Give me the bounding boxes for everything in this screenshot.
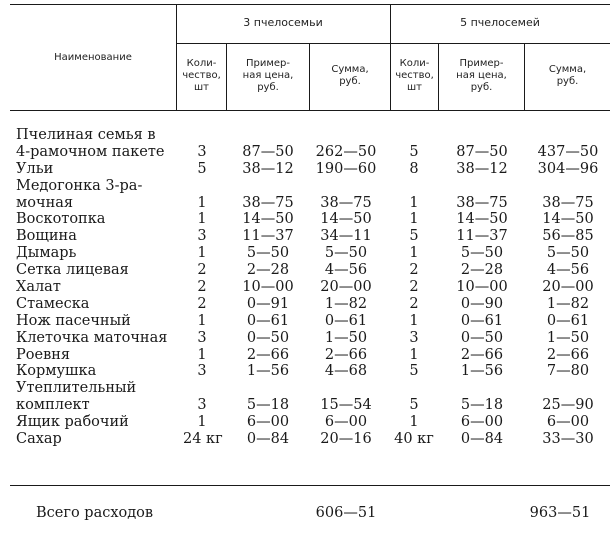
top-rule <box>10 4 610 5</box>
qty-3: 3 <box>197 363 207 380</box>
sum-3: 0—61 <box>324 312 368 329</box>
header-qty-line: чество, <box>395 70 434 81</box>
price-5: 87—50 <box>456 143 508 160</box>
header-qty-line: шт <box>407 82 422 93</box>
price-3: 10—00 <box>242 279 294 296</box>
price-3: 2—66 <box>246 346 290 363</box>
sum-5: 1—50 <box>546 329 590 346</box>
header-price-line: руб. <box>470 82 493 93</box>
price-3: 5—50 <box>246 245 290 262</box>
total-sum-5: 963—51 <box>529 505 591 521</box>
qty-3: 1 <box>197 414 207 431</box>
qty-3: 2 <box>197 295 207 312</box>
sum-5: 4—56 <box>546 262 590 279</box>
price-3: 0—91 <box>246 295 290 312</box>
item-name: Вощина <box>16 228 77 245</box>
header-qty-2 <box>391 58 438 94</box>
total-sum-3: 606—51 <box>315 505 377 521</box>
qty-5: 5 <box>409 228 419 245</box>
table-row <box>0 397 615 414</box>
qty-3: 1 <box>197 211 207 228</box>
price-3: 0—50 <box>246 329 290 346</box>
header-price-2 <box>439 58 524 94</box>
item-name: мочная <box>16 194 74 211</box>
sum-3: 262—50 <box>315 143 377 160</box>
sum-5: 2—66 <box>546 346 590 363</box>
table-row <box>0 262 615 279</box>
sum-5: 1—82 <box>546 295 590 312</box>
table-row <box>0 127 615 144</box>
item-name: комплект <box>16 397 90 414</box>
sum-5: 38—75 <box>542 194 594 211</box>
header-sum-2 <box>525 64 610 88</box>
qty-3: 1 <box>197 312 207 329</box>
item-name: Утеплительный <box>16 380 137 397</box>
qty-3: 24 кг <box>183 431 223 448</box>
price-5: 2—66 <box>460 346 504 363</box>
sum-3: 38—75 <box>320 194 372 211</box>
item-name: Пчелиная семья в <box>16 127 156 143</box>
price-3: 11—37 <box>242 228 294 245</box>
sum-3: 6—00 <box>324 414 368 431</box>
qty-5: 1 <box>409 414 419 431</box>
table-row <box>0 279 615 296</box>
header-price-line: ная цена, <box>456 70 507 81</box>
item-name: Сетка лицевая <box>16 262 129 279</box>
header-qty-line: чество, <box>182 70 221 81</box>
table-row <box>0 245 615 262</box>
item-name: Сахар <box>16 431 62 448</box>
qty-3: 3 <box>197 143 207 160</box>
header-sum-1 <box>310 64 390 88</box>
sum-3: 4—56 <box>324 262 368 279</box>
price-5: 2—28 <box>460 262 504 279</box>
sum-5: 14—50 <box>542 211 594 228</box>
item-name: Нож пасечный <box>16 312 131 329</box>
sum-3: 1—50 <box>324 329 368 346</box>
qty-5: 1 <box>409 312 419 329</box>
qty-3: 3 <box>197 329 207 346</box>
header-name: Наименование <box>54 52 132 63</box>
item-name: Ульи <box>16 160 54 177</box>
item-name: Роевня <box>16 346 71 363</box>
sum-5: 6—00 <box>546 414 590 431</box>
price-5: 0—50 <box>460 329 504 346</box>
price-3: 38—12 <box>242 160 294 177</box>
header-sum-line: руб. <box>556 76 579 87</box>
table-row <box>0 178 615 195</box>
price-5: 1—56 <box>460 363 504 380</box>
price-5: 0—61 <box>460 312 504 329</box>
item-name: Воскотопка <box>16 211 106 228</box>
qty-5: 3 <box>409 329 419 346</box>
price-5: 14—50 <box>456 211 508 228</box>
price-5: 11—37 <box>456 228 508 245</box>
sum-5: 5—50 <box>546 245 590 262</box>
price-3: 0—61 <box>246 312 290 329</box>
price-5: 0—90 <box>460 295 504 312</box>
qty-5: 1 <box>409 346 419 363</box>
header-group-3: 3 пчелосемьи <box>243 16 323 29</box>
table-row <box>0 195 615 212</box>
qty-3: 3 <box>197 228 207 245</box>
qty-5: 1 <box>409 194 419 211</box>
qty-3: 2 <box>197 262 207 279</box>
qty-5: 40 кг <box>394 431 434 448</box>
header-qty-line: Коли- <box>186 58 217 69</box>
table-row <box>0 313 615 330</box>
table-row <box>0 144 615 161</box>
price-5: 5—50 <box>460 245 504 262</box>
price-5: 10—00 <box>456 279 508 296</box>
item-name: Медогонка 3-ра- <box>16 177 143 194</box>
qty-3: 3 <box>197 397 207 414</box>
header-group-5: 5 пчелосемей <box>460 16 540 29</box>
qty-5: 5 <box>409 363 419 380</box>
sum-3: 190—60 <box>315 160 377 177</box>
price-3: 38—75 <box>242 194 294 211</box>
header-sum-line: руб. <box>339 76 361 87</box>
sum-3: 20—00 <box>320 279 372 296</box>
header-price-line: Пример- <box>245 58 291 69</box>
price-5: 6—00 <box>460 414 504 431</box>
sum-3: 15—54 <box>320 397 372 414</box>
table-row <box>0 161 615 178</box>
sum-5: 0—61 <box>546 312 590 329</box>
header-price-line: ная цена, <box>242 70 294 81</box>
price-3: 5—18 <box>246 397 290 414</box>
sum-3: 20—16 <box>320 431 372 448</box>
group-rule-left <box>176 43 390 44</box>
table-row <box>0 347 615 364</box>
header-sum-line: Сумма, <box>548 64 587 75</box>
qty-3: 1 <box>197 346 207 363</box>
item-name: Дымарь <box>16 245 77 262</box>
header-qty-line: Коли- <box>399 58 430 69</box>
price-5: 38—12 <box>456 160 508 177</box>
header-bottom-rule <box>10 110 610 111</box>
price-5: 5—18 <box>460 397 504 414</box>
qty-5: 5 <box>409 143 419 160</box>
header-price-1 <box>227 58 309 94</box>
item-name: Ящик рабочий <box>16 414 129 431</box>
header-qty-line: шт <box>194 82 209 93</box>
sum-3: 1—82 <box>324 295 368 312</box>
table-row <box>0 211 615 228</box>
price-5: 0—84 <box>460 431 504 448</box>
sum-5: 304—96 <box>537 160 599 177</box>
price-5: 38—75 <box>456 194 508 211</box>
price-3: 0—84 <box>246 431 290 448</box>
item-name: Халат <box>16 279 61 296</box>
sum-5: 7—80 <box>546 363 590 380</box>
sum-5: 437—50 <box>537 143 599 160</box>
table-row <box>0 431 615 448</box>
sum-3: 34—11 <box>320 228 372 245</box>
sum-5: 25—90 <box>542 397 594 414</box>
table-row <box>0 228 615 245</box>
price-3: 14—50 <box>242 211 294 228</box>
qty-3: 1 <box>197 245 207 262</box>
table-row <box>0 380 615 397</box>
header-price-line: руб. <box>257 82 279 93</box>
sum-3: 4—68 <box>324 363 368 380</box>
qty-5: 2 <box>409 262 419 279</box>
sum-5: 33—30 <box>542 431 594 448</box>
table-body <box>0 127 615 448</box>
sum-3: 14—50 <box>320 211 372 228</box>
qty-5: 2 <box>409 295 419 312</box>
total-label: Всего расходов <box>36 505 154 521</box>
item-name: Клеточка маточная <box>16 329 168 346</box>
header-price-line: Пример- <box>459 58 504 69</box>
qty-5: 1 <box>409 211 419 228</box>
price-3: 2—28 <box>246 262 290 279</box>
table-row <box>0 296 615 313</box>
item-name: Стамеска <box>16 295 90 312</box>
qty-3: 1 <box>197 194 207 211</box>
price-3: 87—50 <box>242 143 294 160</box>
table-row <box>0 414 615 431</box>
item-name: Кормушка <box>16 363 97 380</box>
header-qty-1 <box>177 58 226 94</box>
group-rule-right <box>390 43 610 44</box>
sum-5: 56—85 <box>542 228 594 245</box>
qty-5: 5 <box>409 397 419 414</box>
sum-3: 5—50 <box>324 245 368 262</box>
item-name: 4-рамочном пакете <box>16 143 165 160</box>
header-sum-line: Сумма, <box>331 64 369 75</box>
qty-3: 2 <box>197 279 207 296</box>
qty-3: 5 <box>197 160 207 177</box>
footer-rule <box>10 485 610 486</box>
qty-5: 8 <box>409 160 419 177</box>
sum-5: 20—00 <box>542 279 594 296</box>
qty-5: 2 <box>409 279 419 296</box>
table-row <box>0 330 615 347</box>
table-row <box>0 363 615 380</box>
sum-3: 2—66 <box>324 346 368 363</box>
price-3: 6—00 <box>246 414 290 431</box>
qty-5: 1 <box>409 245 419 262</box>
price-3: 1—56 <box>246 363 290 380</box>
